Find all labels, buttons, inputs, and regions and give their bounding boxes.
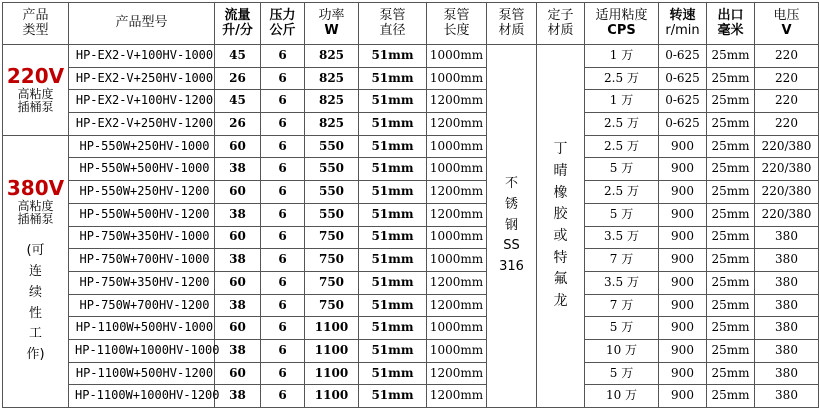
cell-tube-diameter: 51mm xyxy=(359,203,427,226)
cell-viscosity: 3.5 万 xyxy=(585,226,659,249)
cell-speed: 900 xyxy=(659,362,707,385)
cell-tube-diameter: 51mm xyxy=(359,67,427,90)
cell-outlet: 25mm xyxy=(707,317,755,340)
cell-pressure: 6 xyxy=(261,67,305,90)
cell-tube-length: 1200mm xyxy=(427,181,487,204)
cell-model: HP-EX2-V+100HV-1000 xyxy=(69,45,215,68)
cell-viscosity: 2.5 万 xyxy=(585,113,659,136)
header-model: 产品型号 xyxy=(69,3,215,45)
header-tube-length: 泵管 长度 xyxy=(427,3,487,45)
cell-power: 825 xyxy=(305,45,359,68)
cell-power: 825 xyxy=(305,90,359,113)
cell-speed: 900 xyxy=(659,271,707,294)
cell-pressure: 6 xyxy=(261,45,305,68)
cell-tube-diameter: 51mm xyxy=(359,90,427,113)
cell-flow: 60 xyxy=(215,362,261,385)
cell-voltage: 220/380 xyxy=(755,181,819,204)
cell-power: 550 xyxy=(305,135,359,158)
table-row xyxy=(3,362,819,385)
table-row xyxy=(3,294,819,317)
cell-model: HP-750W+700HV-1000 xyxy=(69,249,215,272)
spec-table xyxy=(2,2,819,408)
category-220v-cell xyxy=(3,45,69,136)
cell-speed: 900 xyxy=(659,339,707,362)
cell-power: 750 xyxy=(305,271,359,294)
continuous-work-note: (可 连 续 性 工 作) xyxy=(26,243,45,363)
cell-model: HP-1100W+1000HV-1000 xyxy=(69,339,215,362)
header-viscosity: 适用粘度 CPS xyxy=(585,3,659,45)
cell-voltage: 220 xyxy=(755,67,819,90)
cell-flow: 26 xyxy=(215,67,261,90)
cell-speed: 0-625 xyxy=(659,45,707,68)
header-voltage: 电压 V xyxy=(755,3,819,45)
table-row xyxy=(3,339,819,362)
cell-tube-diameter: 51mm xyxy=(359,339,427,362)
stator-material-cell: 丁 晴 橡 胶 或 特 氟 龙 xyxy=(537,45,585,408)
cell-power: 825 xyxy=(305,113,359,136)
voltage-380v-label: 380V xyxy=(6,175,65,200)
cell-outlet: 25mm xyxy=(707,158,755,181)
table-row xyxy=(3,158,819,181)
header-tube-material: 泵管 材质 xyxy=(487,3,537,45)
cell-speed: 900 xyxy=(659,385,707,408)
tube-material-cell: 不 锈 钢 SS 316 xyxy=(487,45,537,408)
cell-viscosity: 1 万 xyxy=(585,45,659,68)
cell-outlet: 25mm xyxy=(707,45,755,68)
cell-viscosity: 7 万 xyxy=(585,294,659,317)
cell-power: 550 xyxy=(305,181,359,204)
cell-tube-length: 1200mm xyxy=(427,385,487,408)
cell-flow: 38 xyxy=(215,339,261,362)
cell-flow: 38 xyxy=(215,294,261,317)
cell-pressure: 6 xyxy=(261,135,305,158)
cell-speed: 900 xyxy=(659,294,707,317)
cell-tube-diameter: 51mm xyxy=(359,226,427,249)
table-row xyxy=(3,90,819,113)
cell-voltage: 220 xyxy=(755,113,819,136)
cell-viscosity: 10 万 xyxy=(585,339,659,362)
pump-desc-line: 插桶泵 xyxy=(17,212,54,227)
cell-outlet: 25mm xyxy=(707,67,755,90)
cell-tube-diameter: 51mm xyxy=(359,113,427,136)
cell-speed: 900 xyxy=(659,203,707,226)
cell-flow: 60 xyxy=(215,181,261,204)
cell-outlet: 25mm xyxy=(707,249,755,272)
header-category: 产品 类型 xyxy=(3,3,69,45)
cell-voltage: 380 xyxy=(755,226,819,249)
cell-tube-diameter: 51mm xyxy=(359,135,427,158)
cell-model: HP-EX2-V+250HV-1200 xyxy=(69,113,215,136)
cell-tube-diameter: 51mm xyxy=(359,45,427,68)
cell-flow: 60 xyxy=(215,317,261,340)
header-stator-material: 定子 材质 xyxy=(537,3,585,45)
cell-speed: 900 xyxy=(659,317,707,340)
cell-pressure: 6 xyxy=(261,317,305,340)
table-row xyxy=(3,271,819,294)
cell-tube-diameter: 51mm xyxy=(359,385,427,408)
header-speed: 转速 r/min xyxy=(659,3,707,45)
cell-power: 1100 xyxy=(305,339,359,362)
cell-tube-length: 1200mm xyxy=(427,362,487,385)
cell-pressure: 6 xyxy=(261,203,305,226)
cell-outlet: 25mm xyxy=(707,385,755,408)
cell-outlet: 25mm xyxy=(707,294,755,317)
cell-tube-diameter: 51mm xyxy=(359,362,427,385)
table-row xyxy=(3,385,819,408)
cell-tube-length: 1200mm xyxy=(427,203,487,226)
cell-power: 550 xyxy=(305,158,359,181)
cell-flow: 60 xyxy=(215,271,261,294)
pump-desc-line: 高粘度 xyxy=(17,198,54,213)
table-row xyxy=(3,135,819,158)
cell-model: HP-550W+500HV-1000 xyxy=(69,158,215,181)
cell-viscosity: 10 万 xyxy=(585,385,659,408)
cell-outlet: 25mm xyxy=(707,113,755,136)
cell-tube-length: 1000mm xyxy=(427,339,487,362)
cell-model: HP-EX2-V+250HV-1000 xyxy=(69,67,215,90)
cell-voltage: 380 xyxy=(755,339,819,362)
cell-model: HP-550W+250HV-1200 xyxy=(69,181,215,204)
cell-outlet: 25mm xyxy=(707,181,755,204)
cell-tube-length: 1200mm xyxy=(427,271,487,294)
cell-viscosity: 5 万 xyxy=(585,317,659,340)
table-row xyxy=(3,249,819,272)
cell-viscosity: 1 万 xyxy=(585,90,659,113)
cell-flow: 60 xyxy=(215,135,261,158)
cell-voltage: 380 xyxy=(755,249,819,272)
cell-flow: 38 xyxy=(215,249,261,272)
cell-viscosity: 2.5 万 xyxy=(585,67,659,90)
cell-tube-diameter: 51mm xyxy=(359,294,427,317)
cell-model: HP-750W+700HV-1200 xyxy=(69,294,215,317)
cell-flow: 60 xyxy=(215,226,261,249)
cell-pressure: 6 xyxy=(261,158,305,181)
cell-outlet: 25mm xyxy=(707,135,755,158)
cell-voltage: 220 xyxy=(755,90,819,113)
header-tube-diameter: 泵管 直径 xyxy=(359,3,427,45)
cell-pressure: 6 xyxy=(261,113,305,136)
cell-speed: 900 xyxy=(659,226,707,249)
cell-pressure: 6 xyxy=(261,385,305,408)
cell-outlet: 25mm xyxy=(707,339,755,362)
cell-tube-length: 1200mm xyxy=(427,294,487,317)
pump-desc-line: 插桶泵 xyxy=(17,100,54,115)
cell-power: 825 xyxy=(305,67,359,90)
cell-voltage: 380 xyxy=(755,385,819,408)
header-pressure: 压力 公斤 xyxy=(261,3,305,45)
cell-viscosity: 5 万 xyxy=(585,203,659,226)
cell-pressure: 6 xyxy=(261,294,305,317)
cell-voltage: 380 xyxy=(755,271,819,294)
header-flow: 流量 升/分 xyxy=(215,3,261,45)
table-row xyxy=(3,203,819,226)
cell-voltage: 220/380 xyxy=(755,158,819,181)
cell-speed: 900 xyxy=(659,181,707,204)
cell-viscosity: 3.5 万 xyxy=(585,271,659,294)
cell-power: 750 xyxy=(305,226,359,249)
cell-voltage: 220/380 xyxy=(755,203,819,226)
cell-pressure: 6 xyxy=(261,339,305,362)
cell-pressure: 6 xyxy=(261,226,305,249)
cell-power: 1100 xyxy=(305,317,359,340)
cell-outlet: 25mm xyxy=(707,362,755,385)
cell-flow: 45 xyxy=(215,90,261,113)
cell-tube-length: 1000mm xyxy=(427,226,487,249)
cell-pressure: 6 xyxy=(261,90,305,113)
cell-speed: 0-625 xyxy=(659,90,707,113)
table-row xyxy=(3,67,819,90)
cell-voltage: 380 xyxy=(755,317,819,340)
cell-model: HP-1100W+1000HV-1200 xyxy=(69,385,215,408)
cell-tube-length: 1200mm xyxy=(427,113,487,136)
header-outlet: 出口 毫米 xyxy=(707,3,755,45)
cell-pressure: 6 xyxy=(261,249,305,272)
cell-viscosity: 2.5 万 xyxy=(585,135,659,158)
cell-power: 1100 xyxy=(305,385,359,408)
table-row xyxy=(3,317,819,340)
cell-model: HP-EX2-V+100HV-1200 xyxy=(69,90,215,113)
cell-power: 750 xyxy=(305,294,359,317)
table-row xyxy=(3,181,819,204)
table-row xyxy=(3,113,819,136)
cell-viscosity: 5 万 xyxy=(585,362,659,385)
cell-pressure: 6 xyxy=(261,271,305,294)
cell-viscosity: 7 万 xyxy=(585,249,659,272)
cell-tube-length: 1000mm xyxy=(427,158,487,181)
cell-speed: 900 xyxy=(659,249,707,272)
cell-flow: 38 xyxy=(215,158,261,181)
cell-speed: 900 xyxy=(659,135,707,158)
cell-viscosity: 2.5 万 xyxy=(585,181,659,204)
cell-tube-diameter: 51mm xyxy=(359,181,427,204)
cell-outlet: 25mm xyxy=(707,226,755,249)
category-380v-cell xyxy=(3,135,69,407)
cell-model: HP-1100W+500HV-1200 xyxy=(69,362,215,385)
cell-outlet: 25mm xyxy=(707,271,755,294)
pump-desc-line: 高粘度 xyxy=(17,86,54,101)
cell-tube-length: 1000mm xyxy=(427,135,487,158)
header-power: 功率 W xyxy=(305,3,359,45)
cell-power: 550 xyxy=(305,203,359,226)
cell-pressure: 6 xyxy=(261,181,305,204)
cell-tube-diameter: 51mm xyxy=(359,158,427,181)
cell-pressure: 6 xyxy=(261,362,305,385)
cell-tube-length: 1000mm xyxy=(427,249,487,272)
cell-flow: 38 xyxy=(215,203,261,226)
cell-model: HP-750W+350HV-1200 xyxy=(69,271,215,294)
cell-tube-diameter: 51mm xyxy=(359,271,427,294)
cell-voltage: 380 xyxy=(755,362,819,385)
cell-speed: 900 xyxy=(659,158,707,181)
cell-tube-length: 1000mm xyxy=(427,317,487,340)
cell-tube-diameter: 51mm xyxy=(359,317,427,340)
voltage-220v-label: 220V xyxy=(6,63,65,88)
cell-outlet: 25mm xyxy=(707,90,755,113)
cell-speed: 0-625 xyxy=(659,67,707,90)
cell-model: HP-750W+350HV-1000 xyxy=(69,226,215,249)
cell-flow: 45 xyxy=(215,45,261,68)
cell-tube-length: 1000mm xyxy=(427,45,487,68)
cell-power: 750 xyxy=(305,249,359,272)
cell-model: HP-1100W+500HV-1000 xyxy=(69,317,215,340)
table-row xyxy=(3,45,819,68)
header-row xyxy=(3,3,819,45)
cell-model: HP-550W+250HV-1000 xyxy=(69,135,215,158)
cell-tube-length: 1200mm xyxy=(427,90,487,113)
cell-voltage: 220 xyxy=(755,45,819,68)
cell-flow: 38 xyxy=(215,385,261,408)
cell-outlet: 25mm xyxy=(707,203,755,226)
cell-flow: 26 xyxy=(215,113,261,136)
table-row xyxy=(3,226,819,249)
cell-voltage: 380 xyxy=(755,294,819,317)
cell-model: HP-550W+500HV-1200 xyxy=(69,203,215,226)
cell-power: 1100 xyxy=(305,362,359,385)
cell-tube-diameter: 51mm xyxy=(359,249,427,272)
cell-speed: 0-625 xyxy=(659,113,707,136)
cell-voltage: 220/380 xyxy=(755,135,819,158)
cell-viscosity: 5 万 xyxy=(585,158,659,181)
cell-tube-length: 1000mm xyxy=(427,67,487,90)
